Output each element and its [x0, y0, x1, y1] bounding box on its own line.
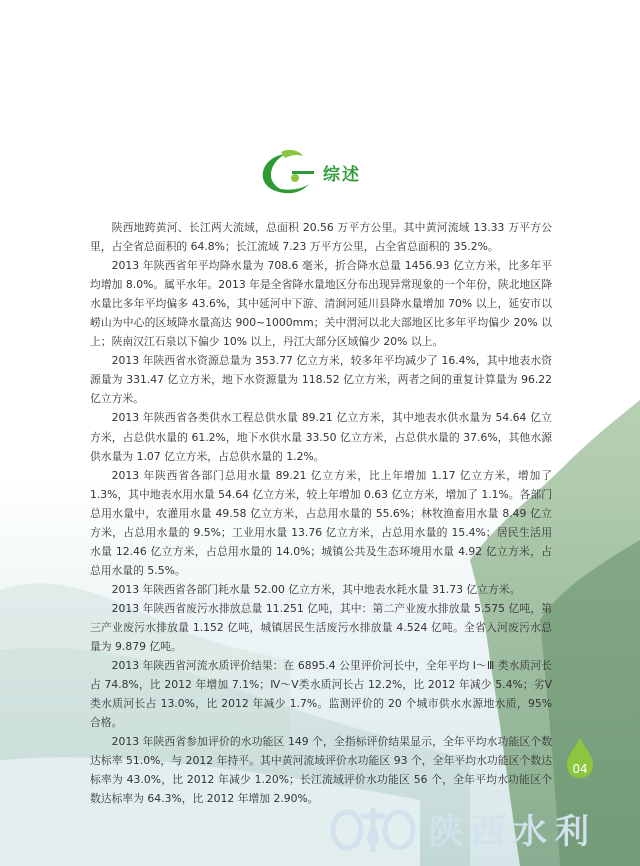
leaf-swirl-logo-icon	[255, 148, 319, 196]
paragraph: 2013 年陕西省参加评价的水功能区 149 个，全指标评价结果显示，全年平均水功能区个数达标率 51.0%，与 2012 年持平。其中黄河流域评价水功能区 93 个，全年平均水功能区个数达标率为 43.0%，比 2012 年减少 1.20%；长江流域评价水功能区 56 个，全年平均水功能区个数达标率为 64.3%，比 2012 年增加 2.90%。	[90, 735, 552, 806]
footer-title: 陕西水利	[429, 811, 597, 852]
water-resources-logo-icon	[325, 800, 421, 856]
section-header	[255, 148, 361, 196]
paragraph: 2013 年陕西省年平均降水量为 708.6 毫米，折合降水总量 1456.93 亿立方米，比多年平均增加 8.0%。属平水年。2013 年是全省降水量地区分布出现异常现象的一个年份，陕北地区降水量比多年平均偏多 43.6%，其中延河中下游、清涧河延川县降水量增加 70% 以上，延安市以崂山为中心的区域降水量高达 900~1000mm；关中渭河以北大部地区比多年平均偏少 20% 以上；陕南汉江石泉以下偏少 10% 以上，丹江大部分区域偏少 20% 以上。	[90, 259, 552, 349]
paragraph: 陕西地跨黄河、长江两大流域，总面积 20.56 万平方公里。其中黄河流域 13.33 万平方公里，占全省总面积的 64.8%；长江流域 7.23 万平方公里，占全省总面积的 35.2%。	[90, 221, 552, 254]
section-title: 综述	[323, 164, 361, 185]
paragraph: 2013 年陕西省废污水排放总量 11.251 亿吨，其中：第二产业废水排放量 5.575 亿吨，第三产业废污水排放量 1.152 亿吨，城镇居民生活废污水排放量 4.524 亿吨。全省入河废污水总量为 9.879 亿吨。	[90, 601, 552, 654]
paragraph: 2013 年陕西省各类供水工程总供水量 89.21 亿立方米，其中地表水供水量为 54.64 亿立方米，占总供水量的 61.2%，地下水供水量 33.50 亿立方米，占总供水量的 37.6%，其他水源供水量为 1.07 亿立方米，占总供水量的 1.2%。	[90, 411, 552, 463]
body-text	[90, 218, 552, 808]
page-number: 04	[572, 762, 588, 776]
paragraph: 2013 年陕西省各部门总用水量 89.21 亿立方米，比上年增加 1.17 亿立方米，增加了 1.3%，其中地表水用水量 54.64 亿立方米，较上年增加 0.63 亿立方米，增加了 1.1%。各部门总用水量中，农灌用水量 49.58 亿立方米，占总用水量的 55.6%；林牧渔畜用水量 8.49 亿立方米，占总用水量的 9.5%；工业用水量 13.76 亿立方米，占总用水量的 15.4%；居民生活用水量 12.46 亿立方米，占总用水量的 14.0%；城镇公共及生态环境用水量 4.92 亿立方米，占总用水量的 5.5%。	[90, 468, 552, 577]
paragraph: 2013 年陕西省河流水质评价结果：在 6895.4 公里评价河长中，全年平均 Ⅰ～Ⅲ 类水质河长占 74.8%，比 2012 年增加 7.1%；Ⅳ～Ⅴ类水质河长占 12.2%，比 2012 年减少 5.4%；劣Ⅴ类水质河长占 13.0%，比 2012 年减少 1.7%。监测评价的 20 个城市供水水源地水质，95% 合格。	[90, 659, 552, 730]
paragraph: 2013 年陕西省水资源总量为 353.77 亿立方米，较多年平均减少了 16.4%，其中地表水资源量为 331.47 亿立方米，地下水资源量为 118.52 亿立方米，两者之间的重复计算量为 96.22 亿立方米。	[90, 354, 552, 406]
paragraph: 2013 年陕西省各部门耗水量 52.00 亿立方米，其中地表水耗水量 31.73 亿立方米。	[111, 582, 521, 596]
footer-brand	[325, 800, 597, 856]
